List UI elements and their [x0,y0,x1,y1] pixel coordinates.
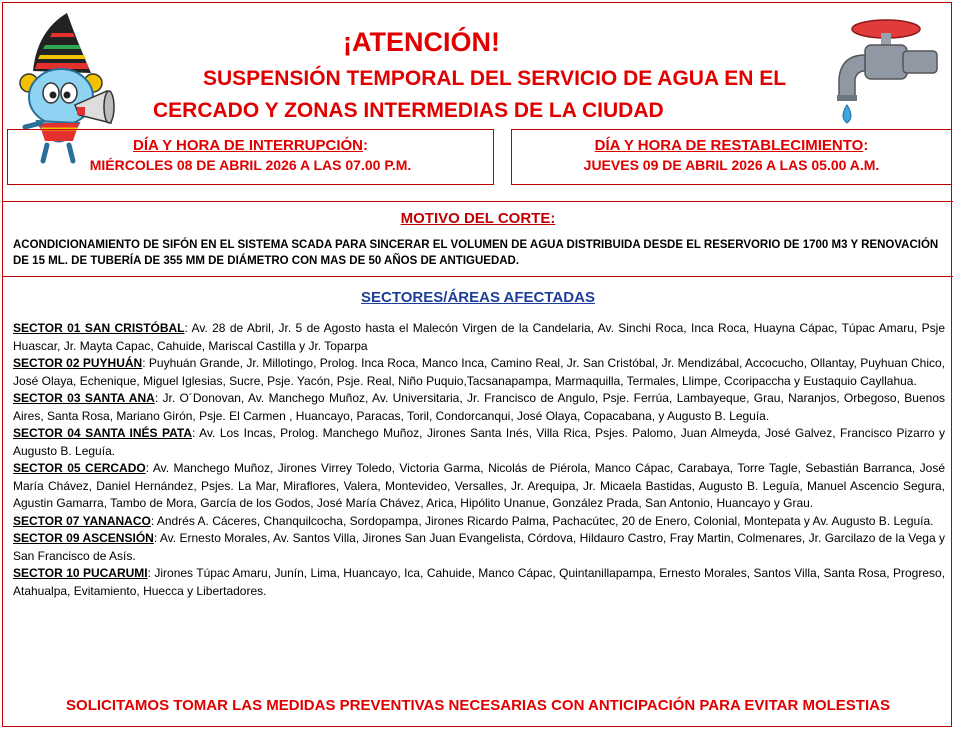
sector-name: SECTOR 03 SANTA ANA [13,391,155,405]
notice-subtitle-line1: SUSPENSIÓN TEMPORAL DEL SERVICIO DE AGUA EN EL [203,67,787,90]
sectors-section [3,279,953,600]
sector-name: SECTOR 04 SANTA INÉS PATA [13,426,192,440]
sector-name: SECTOR 07 YANANACO [13,513,151,528]
sector-streets: : Av. 28 de Abril, Jr. 5 de Agosto hasta el Malecón Virgen de la Candelaria, Av. Sinchi Roca, Inca Roca, Huayna Cápac, Túpac Amaru, Psje Huascar, Jr. Mayta Capac, Cahuide, Mariscal Castilla y Jr. Toparpa [13,321,945,353]
sectors-heading: SECTORES/ÁREAS AFECTADAS [361,289,595,306]
sector-name: SECTOR 01 SAN CRISTÓBAL [13,321,185,335]
motivo-text: ACONDICIONAMIENTO DE SIFÓN EN EL SISTEMA SCADA PARA SINCERAR EL VOLUMEN DE AGUA DISTRIBUIDA DESDE EL RESERVORIO DE 1700 M3 Y RENOVACIÓN DE 15 ML. DE TUBERÍA DE 355 MM DE DIÁMETRO CON MAS DE 50 AÑOS DE ANTIGUEDAD. [13,239,939,267]
sector-streets: : Jirones Túpac Amaru, Junín, Lima, Huancayo, Ica, Cahuide, Manco Cápac, Quintanillapampa, Ernesto Morales, Santos Villa, Santa Rosa, Progreso, Atahualpa, Evitamiento, Huecca y Libertadores. [13,566,945,598]
sector-streets: : Puyhuán Grande, Jr. Millotingo, Prolog. Inca Roca, Manco Inca, Camino Real, Jr. San Cristóbal, Jr. Mendizábal, Accocucho, Ollantay, Puyhuan Chico, José Olaya, Echenique, Miguel Iglesias, Sucre, Psje. Yacón, Psje. Real, Niño Puquio,Tacsanapampa, Marmaquilla, Termales, Llimpe, Ccoripaccha y Eustaquio Cayllahua. [13,356,945,388]
sector-streets: : Av. Manchego Muñoz, Jirones Virrey Toledo, Victoria Garma, Nicolás de Piérola, Manco Cápac, Carabaya, Torre Tagle, Sebastián Barranca, José María Chávez, Daniel Hernández, Psjes. La Mar, Miraflores, Valera, Montevideo, Versalles, Jr. Arequipa, Jr. Micaela Bastidas, Augusto B. Leguía, Manuel Ascencio Segura, Agustin Gamarra, Tambo de Mora, García de los Godos, José María Chávez, Arica, Hipólito Unanue, González Prada, San Antonio, Huancayo y Grau. [13,461,945,510]
list-item [13,355,945,390]
header-section [3,3,953,202]
list-item [13,530,945,565]
restoration-label: DÍA Y HORA DE RESTABLECIMIENTO [594,137,864,154]
restoration-label-colon: : [863,137,869,154]
restoration-label-row [512,137,951,154]
sector-name: SECTOR 02 PUYHUÁN [13,356,143,370]
interruption-box [7,129,494,185]
list-item [13,425,945,460]
sector-streets: : Andrés A. Cáceres, Chanquilcocha, Sordopampa, Jirones Ricardo Palma, Pachacútec, 20 de Enero, Colonial, Montepata y Av. Augusto B. Leguía. [150,513,934,528]
attention-title: ¡ATENCIÓN! [343,27,500,57]
faucet-water-drop-icon [831,11,941,129]
list-item [13,390,945,425]
interruption-label: DÍA Y HORA DE INTERRUPCIÓN [132,137,364,154]
sector-name: SECTOR 10 PUCARUMI [13,566,148,580]
notice-page [2,2,952,727]
sector-streets: : Av. Ernesto Morales, Av. Santos Villa, Jirones San Juan Evangelista, Córdova, Hildauro Castro, Fray Martin, Colmenares, Jr. Garcilazo de la Vega y San Francisco de Asís. [13,531,946,563]
sector-list [13,320,945,600]
preventive-measures-footer: SOLICITAMOS TOMAR LAS MEDIDAS PREVENTIVAS NECESARIAS CON ANTICIPACIÓN PARA EVITAR MOLESTIAS [66,697,890,714]
list-item [13,565,945,600]
sector-streets: : Jr. O´Donovan, Av. Manchego Muñoz, Av. Universitaria, Jr. Francisco de Angulo, Psje. Ferrúa, Lambayeque, Grau, Naranjos, Orbegoso, Buenos Aires, Santa Rosa, Mariano Girón, Psje. El Carmen , Huancayo, Paracas, Toril, Condorcanqui, José Olaya, Copacabana, y Augusto B. Leguía. [13,391,945,423]
restoration-box [511,129,952,185]
interruption-label-colon: : [363,137,369,154]
sector-name: SECTOR 09 ASCENSIÓN [13,531,154,545]
list-item [13,320,945,355]
motivo-section [3,202,953,277]
motivo-heading: MOTIVO DEL CORTE: [400,210,556,227]
sector-name: SECTOR 05 CERCADO [13,461,146,475]
restoration-datetime: JUEVES 09 DE ABRIL 2026 A LAS 05.00 A.M. [583,157,880,173]
sector-streets: : Av. Los Incas, Prolog. Manchego Muñoz, Jirones Santa Inés, Villa Rica, Psjes. Palomo, Juan Almeyda, José Galvez, Francisco Pizarro y Augusto B. Leguía. [13,426,945,458]
list-item [13,513,945,531]
list-item [13,460,945,513]
interruption-label-row [8,137,493,154]
notice-subtitle-line2: CERCADO Y ZONAS INTERMEDIAS DE LA CIUDAD [153,99,664,122]
interruption-datetime: MIÉRCOLES 08 DE ABRIL 2026 A LAS 07.00 P.M. [89,157,412,173]
